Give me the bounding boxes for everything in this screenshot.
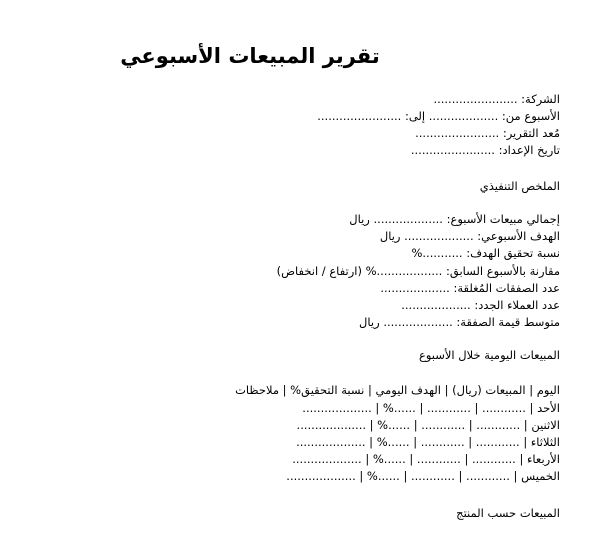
daily-row-tuesday: الثلاثاء | ............ | ............ | ......% | ................... [296, 435, 560, 449]
field-prep-date: تاريخ الإعداد: ....................... [410, 143, 560, 157]
daily-row-wednesday: الأربعاء | ............ | ............ | ......% | ................... [292, 452, 560, 466]
field-prepared-by: مُعد التقرير: ....................... [415, 126, 560, 140]
summary-closed-deals: عدد الصفقات المُغلقة: ................... [380, 281, 560, 295]
field-company: الشركة: ....................... [433, 92, 560, 106]
summary-new-customers: عدد العملاء الجدد: ................... [401, 298, 560, 312]
field-week-range: الأسبوع من: ................... إلى: ....................... [317, 109, 560, 123]
daily-table-header: اليوم | المبيعات (ريال) | الهدف اليومي | نسبة التحقيق% | ملاحظات [235, 383, 560, 397]
summary-previous-week: مقارنة بالأسبوع السابق: ..................% (ارتفاع / انخفاض) [276, 264, 560, 278]
section-heading-product: المبيعات حسب المنتج [456, 506, 560, 520]
summary-weekly-target: الهدف الأسبوعي: ................... ريال [379, 229, 560, 243]
daily-row-thursday: الخميس | ............ | ............ | ......% | ................... [286, 469, 560, 483]
summary-avg-deal-value: متوسط قيمة الصفقة: ................... ريال [359, 315, 560, 329]
daily-row-monday: الاثنين | ............ | ............ | ......% | ................... [296, 418, 560, 432]
section-heading-summary: الملخص التنفيذي [479, 179, 560, 193]
daily-row-sunday: الأحد | ............ | ............ | ......% | ................... [302, 401, 560, 415]
summary-achievement-rate: نسبة تحقيق الهدف: ...........% [411, 246, 560, 260]
section-heading-daily: المبيعات اليومية خلال الأسبوع [418, 348, 560, 362]
summary-total-sales: إجمالي مبيعات الأسبوع: ................... ريال [349, 212, 560, 226]
page-title: تقرير المبيعات الأسبوعي [120, 44, 380, 68]
